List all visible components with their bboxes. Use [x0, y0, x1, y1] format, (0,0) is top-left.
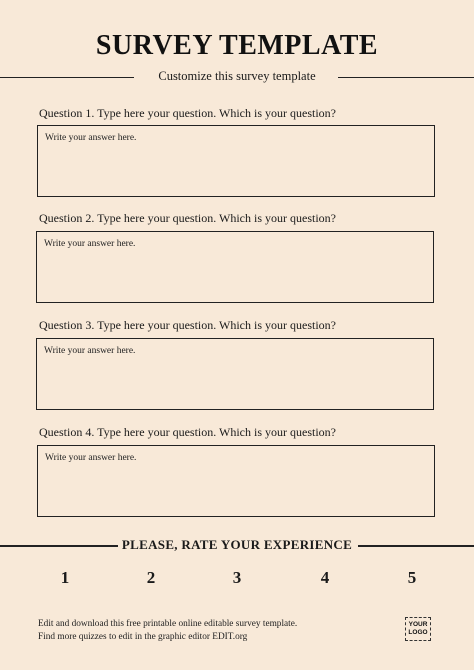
rating-option-5[interactable]: 5 [407, 568, 417, 587]
question-3-label: Question 3. Type here your question. Which is your question? [39, 318, 336, 332]
footer-line-2: Find more quizzes to edit in the graphic editor EDIT.org [38, 632, 248, 642]
rating-heading-row [0, 536, 474, 556]
question-2-placeholder: Write your answer here. [44, 239, 136, 249]
subtitle: Customize this survey template [158, 69, 316, 83]
logo-line-1: YOUR [408, 621, 428, 628]
logo-placeholder [405, 617, 431, 641]
question-3-placeholder: Write your answer here. [44, 346, 136, 356]
question-4-placeholder: Write your answer here. [45, 453, 137, 463]
question-2-label: Question 2. Type here your question. Which is your question? [39, 211, 336, 225]
rating-option-3[interactable]: 3 [232, 568, 242, 587]
question-4-answer-box[interactable] [37, 445, 435, 517]
subtitle-divider-right [338, 77, 474, 78]
rating-divider-right [358, 545, 474, 547]
question-2-answer-box[interactable] [36, 231, 434, 303]
question-1-label: Question 1. Type here your question. Which is your question? [39, 106, 336, 120]
rating-option-4[interactable]: 4 [320, 568, 330, 587]
logo-line-2: LOGO [408, 629, 428, 636]
subtitle-row [0, 67, 474, 87]
question-1-answer-box[interactable] [37, 125, 435, 197]
page-title: SURVEY TEMPLATE [95, 30, 379, 61]
rating-heading: PLEASE, RATE YOUR EXPERIENCE [121, 537, 353, 552]
rating-option-2[interactable]: 2 [146, 568, 156, 587]
question-4-label: Question 4. Type here your question. Which is your question? [39, 425, 336, 439]
question-1-placeholder: Write your answer here. [45, 133, 137, 143]
footer-line-1: Edit and download this free printable online editable survey template. [38, 619, 298, 629]
question-3-answer-box[interactable] [36, 338, 434, 410]
footer-text [38, 618, 297, 644]
rating-option-1[interactable]: 1 [60, 568, 70, 587]
